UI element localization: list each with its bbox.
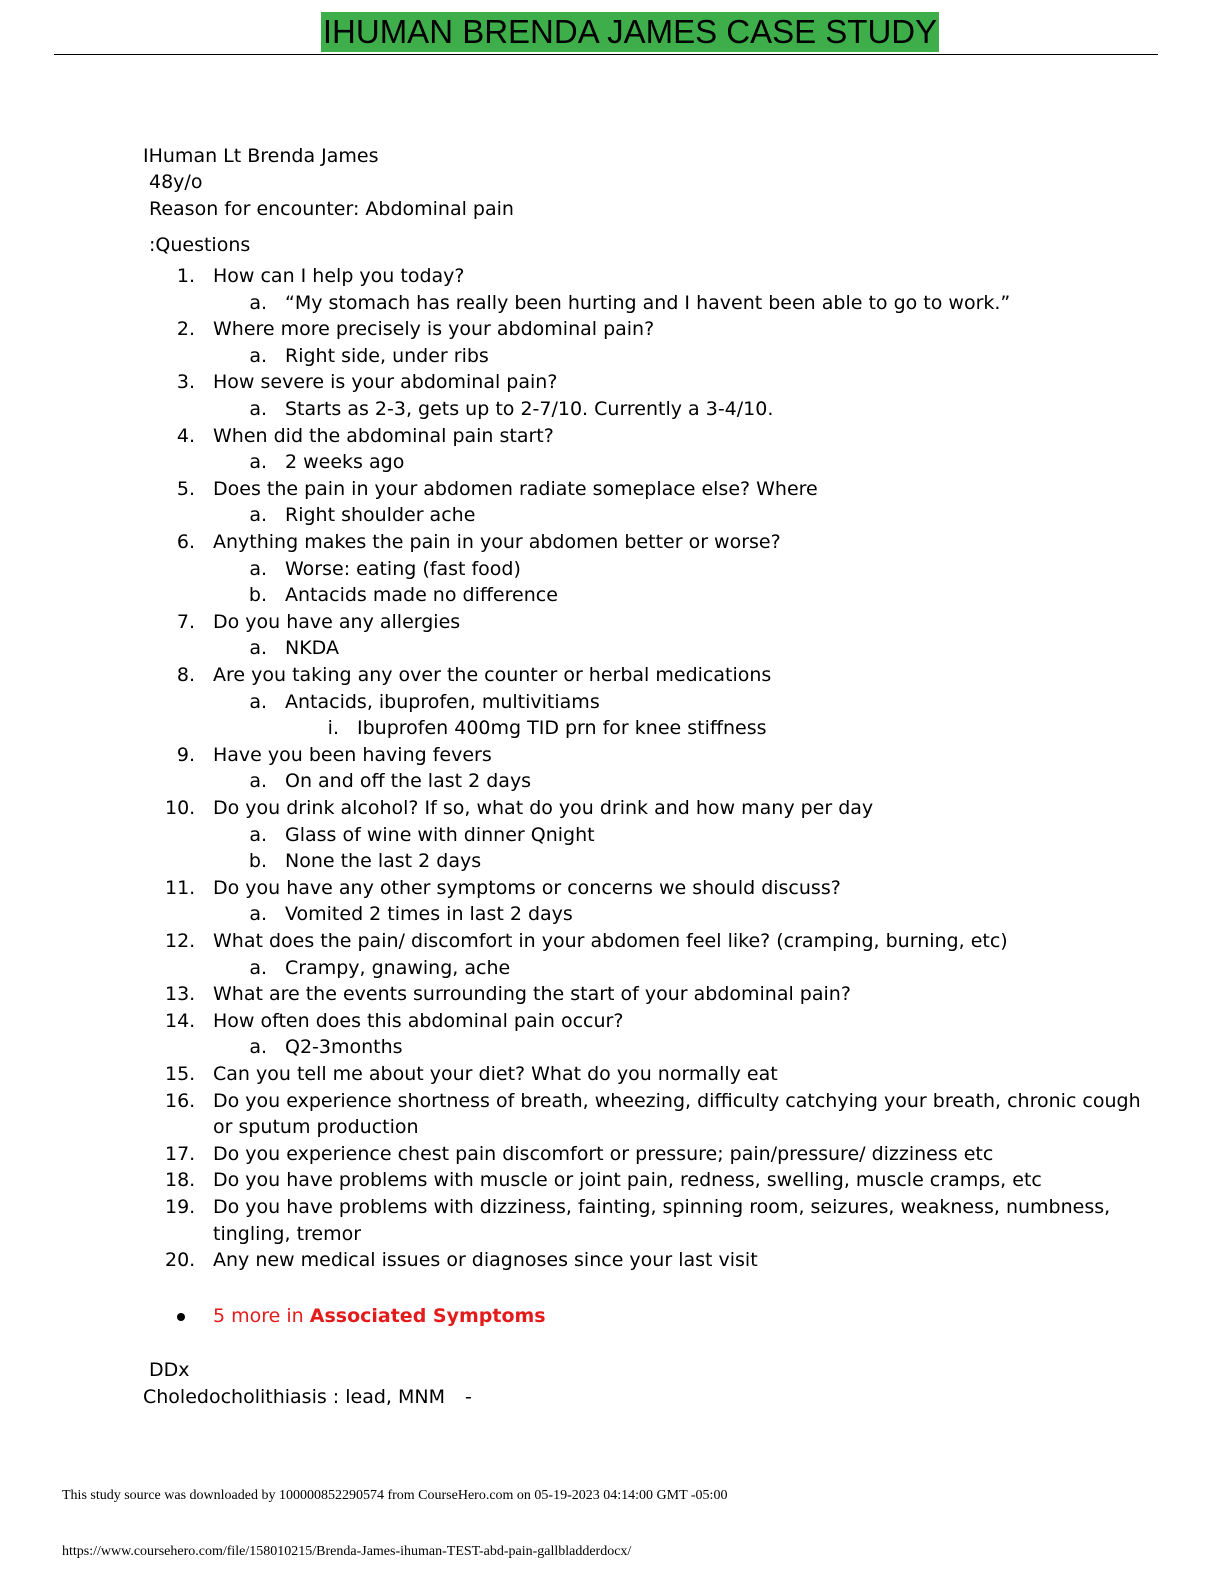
question-text: Do you experience shortness of breath, wheezing, difficulty catchying your breath, chronic cough (213, 1089, 1141, 1112)
page-title: IHUMAN BRENDA JAMES CASE STUDY (322, 13, 938, 50)
answer-marker: a. (249, 823, 267, 846)
answer-marker: a. (249, 903, 267, 926)
question-text: What does the pain/ discomfort in your abdomen feel like? (cramping, burning, etc) (213, 930, 1008, 952)
answer-text: Q2-3months (285, 1036, 403, 1059)
question-text: How often does this abdominal pain occur? (213, 1009, 624, 1032)
question-number: 12. (165, 930, 196, 952)
answer-text: Worse: eating (fast food) (285, 557, 521, 580)
question-text: When did the abdominal pain start? (213, 424, 554, 447)
question-number: 2. (176, 318, 195, 341)
question-number: 4. (176, 424, 195, 447)
question-number: 1. (176, 265, 195, 287)
answer-text: Vomited 2 times in last 2 days (285, 903, 573, 926)
question-number: 19. (165, 1196, 196, 1218)
bullet-icon (177, 1313, 185, 1321)
question-text: Anything makes the pain in your abdomen better or worse? (213, 531, 781, 553)
encounter-reason: Reason for encounter: Abdominal pain (149, 198, 514, 220)
answer-text: 2 weeks ago (285, 451, 405, 474)
question-text: Have you been having fevers (213, 743, 492, 766)
question-number: 20. (165, 1249, 196, 1272)
questions-label: :Questions (149, 234, 251, 256)
answer-text: “My stomach has really been hurting and I havent been able to go to work.” (285, 291, 1011, 314)
patient-age: 48y/o (149, 171, 203, 193)
sub-answer-text: Ibuprofen 400mg TID prn for knee stiffness (357, 717, 767, 740)
question-number: 8. (176, 664, 195, 686)
answer-marker: a. (249, 690, 267, 713)
associated-symptoms-label: Associated Symptoms (309, 1305, 546, 1327)
answer-marker: a. (249, 956, 267, 979)
question-text: Does the pain in your abdomen radiate someplace else? Where (213, 477, 818, 500)
question-text: Do you have problems with dizziness, fainting, spinning room, seizures, weakness, numbness, (213, 1196, 1111, 1218)
question-number: 16. (165, 1089, 196, 1112)
question-text: How severe is your abdominal pain? (213, 371, 558, 394)
question-text: Are you taking any over the counter or herbal medications (213, 664, 772, 686)
ddx-dash: - (465, 1386, 472, 1408)
question-number: 11. (165, 876, 196, 899)
answer-text: Crampy, gnawing, ache (285, 956, 511, 979)
question-number: 3. (176, 371, 195, 394)
header-rule (54, 54, 1158, 55)
question-text: How can I help you today? (213, 265, 465, 287)
source-url[interactable]: https://www.coursehero.com/file/158010215/Brenda-James-ihuman-TEST-abd-pain-gallbladderdocx/ (62, 1544, 632, 1559)
answer-marker: a. (249, 398, 267, 420)
question-number: 9. (176, 743, 195, 766)
ddx-entry: Choledocholithiasis : lead, MNM (143, 1386, 445, 1408)
question-number: 6. (176, 531, 195, 553)
question-number: 5. (176, 477, 195, 500)
question-number: 10. (165, 797, 196, 819)
ddx-label: DDx (149, 1359, 190, 1381)
answer-text: NKDA (285, 637, 339, 660)
question-text: Do you drink alcohol? If so, what do you drink and how many per day (213, 797, 874, 819)
sub-answer-marker: i. (327, 717, 339, 740)
answer-text: Right side, under ribs (285, 344, 489, 367)
question-text: Any new medical issues or diagnoses since your last visit (213, 1249, 758, 1272)
question-text: Do you have problems with muscle or joint pain, redness, swelling, muscle cramps, etc (213, 1169, 1042, 1192)
more-prefix: 5 more in (213, 1305, 310, 1327)
answer-marker: a. (249, 504, 267, 527)
question-number: 17. (165, 1142, 196, 1165)
answer-marker: a. (249, 451, 267, 474)
answer-marker: a. (249, 637, 267, 660)
question-text: Where more precisely is your abdominal pain? (213, 318, 655, 341)
answer-marker: a. (249, 770, 267, 793)
question-number: 13. (165, 983, 196, 1006)
question-text: Do you have any other symptoms or concerns we should discuss? (213, 876, 841, 899)
answer-marker: b. (248, 584, 267, 607)
answer-text: None the last 2 days (285, 850, 482, 873)
patient-name: IHuman Lt Brenda James (143, 145, 379, 167)
question-number: 18. (165, 1169, 196, 1192)
question-number: 14. (165, 1009, 196, 1032)
question-text-continued: or sputum production (213, 1116, 419, 1139)
answer-text: On and off the last 2 days (285, 770, 532, 793)
answer-marker: a. (249, 557, 267, 580)
answer-text: Starts as 2-3, gets up to 2-7/10. Currently a 3-4/10. (285, 398, 774, 420)
answer-marker: a. (249, 1036, 267, 1059)
source-footer: This study source was downloaded by 100000852290574 from CourseHero.com on 05-19-2023 04:14:00 GMT -05:00 (62, 1488, 728, 1503)
answer-marker: a. (249, 291, 267, 314)
question-text-continued: tingling, tremor (213, 1222, 362, 1245)
question-text: Do you experience chest pain discomfort or pressure; pain/pressure/ dizziness etc (213, 1142, 994, 1165)
answer-marker: b. (248, 850, 267, 873)
question-text: Can you tell me about your diet? What do you normally eat (213, 1063, 778, 1085)
question-number: 7. (176, 610, 195, 633)
question-number: 15. (165, 1063, 196, 1085)
answer-text: Glass of wine with dinner Qnight (285, 823, 595, 846)
title-bar (0, 12, 1224, 52)
answer-text: Right shoulder ache (285, 504, 476, 527)
answer-text: Antacids, ibuprofen, multivitiams (285, 690, 600, 713)
question-text: Do you have any allergies (213, 610, 461, 633)
answer-text: Antacids made no difference (285, 584, 558, 607)
more-symptoms-link[interactable] (213, 1303, 546, 1329)
question-text: What are the events surrounding the start of your abdominal pain? (213, 983, 851, 1006)
answer-marker: a. (249, 344, 267, 367)
